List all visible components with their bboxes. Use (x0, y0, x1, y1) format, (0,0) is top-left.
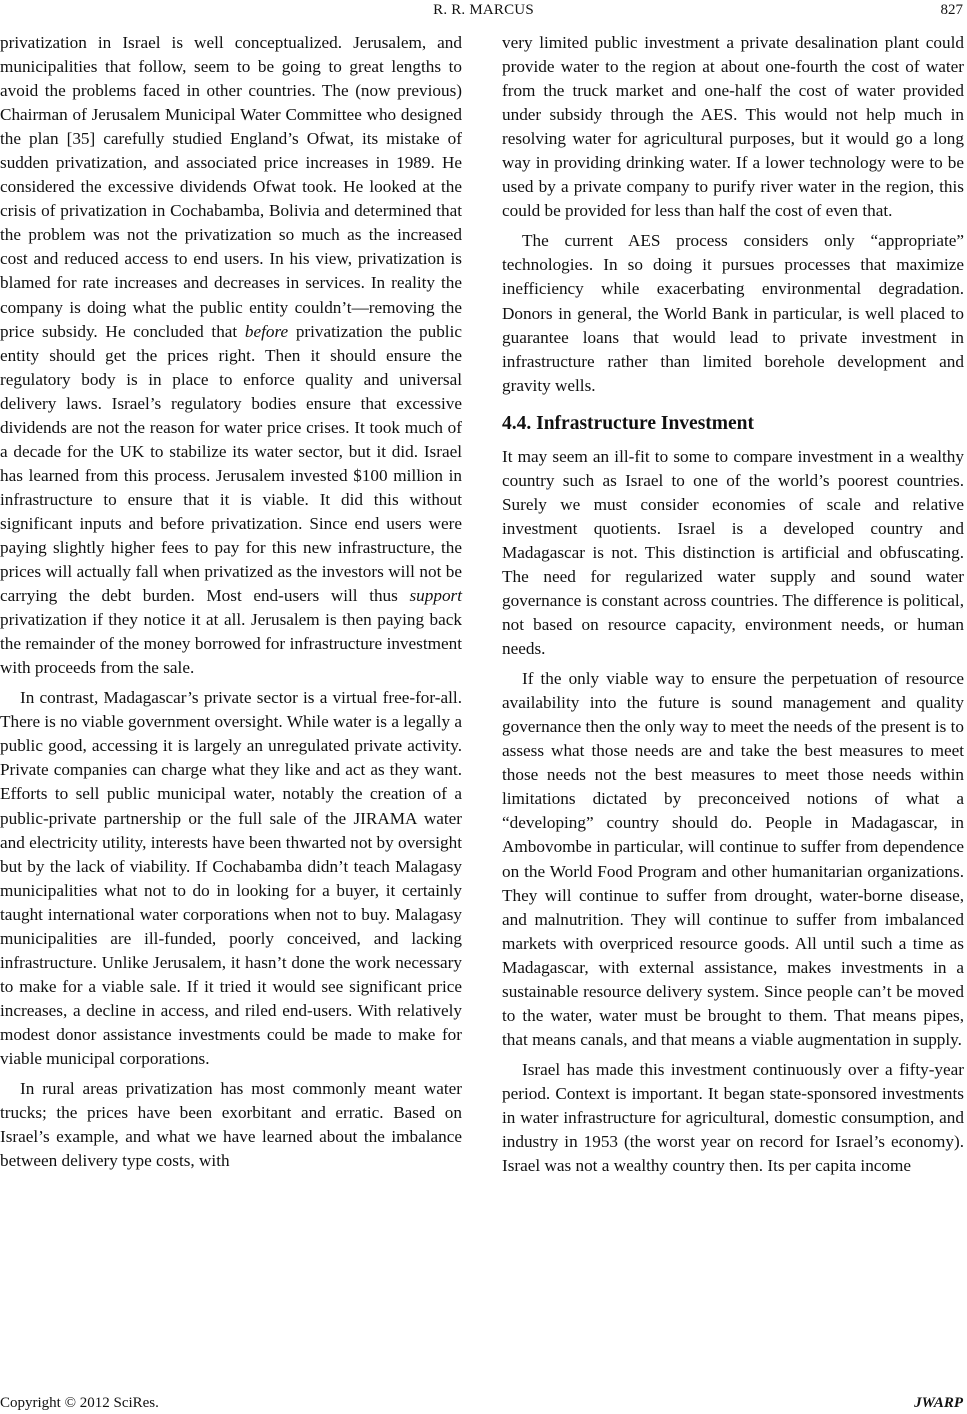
section-heading: 4.4. Infrastructure Investment (502, 412, 755, 434)
emphasis-before: before (244, 321, 289, 341)
text-segment: privatization in Israel is well conceptualized. Jerusalem, and municipalities that follow, seem to be going to great lengths to avoid the problems faced in other countries. The (now previous) Chairman of Jerusalem Municipal Water Committee who designed the plan [35] carefully studied England’s Ofwat, its mistake of sudden privatization, and associated price increases in 1989. He considered the excessive dividends Ofwat took. He looked at the crisis of privatization in Cochabamba, Bolivia and determined that the problem was not the privatization so much as the increased cost and reduced access to end users. In his view, privatization is blamed for rate increases and decreases in services. In reality the company is doing what the public entity couldn’t—removing the price subsidy. He concluded that (0, 33, 462, 341)
emphasis-support: support (409, 586, 462, 606)
text-segment: privatization if they notice it at all. Jerusalem is then paying back the remainder of the money borrowed for infrastructure investment with proceeds from the sale. (0, 610, 462, 678)
journal-name: JWARP (914, 1395, 963, 1411)
paragraph-desalination: very limited public investment a private desalination plant could provide water to the region at about one-fourth the cost of water from the truck market and one-half the cost of water provided under subsidy through the AES. This would not help much in resolving water for agricultural purposes, but it would go a long way in providing drinking water. If a lower technology were to be used by a private company to purify river water in the region, this could be provided for less than half the cost of even that. (502, 33, 964, 221)
copyright-notice: Copyright © 2012 SciRes. (0, 1395, 159, 1411)
paragraph-madagascar-private-sector (0, 686, 462, 1071)
text-segment: In contrast, Madagascar’s private sector is a virtual free-for-all. There is no viable government oversight. While water is a legally a public good, accessing it is largely an unregulated private activity. Private companies can charge what they like and act as they want. Efforts to sell public municipal water, notably the creation of a public-private partnership or the full sale of the JIRAMA water and electricity utility, interests have been thwarted not by oversight but by the lack of viability. If Cochabamba didn’t teach Malagasy municipalities what not to do in looking for a buyer, it certainly taught international water corporations when not to buy. Malagasy municipalities are ill-funded, poorly conceived, and lacking infrastructure. Unlike Jerusalem, it hasn’t done the work necessary to make for a viable sale. If it tried it would see significant price increases, a decline in access, and riled end-users. With relatively modest donor assistance investments could be made to make for viable municipal corporations. (0, 688, 462, 1068)
paragraph-sound-management: If the only viable way to ensure the perpetuation of resource availability into the future is sound management and quality governance then the only way to meet the needs of the present is to assess what those needs are and take the best measures to meet those needs not the best measures to meet those needs within limitations dictated by preconceived notions of what a “developing” country should do. People in Madagascar, in Ambovombe in particular, will continue to suffer from dependence on the World Food Program and other humanitarian organizations. They will continue to suffer from drought, water-borne disease, and malnutrition. They will continue to suffer from imbalanced markets with overpriced resource goods. All until such a time as Madagascar, with external assistance, makes investments in a sustainable resource delivery system. Since people can’t be moved to the water, water must be brought to them. That means pipes, that means canals, and that means a viable augmentation in supply. (502, 669, 964, 1049)
paragraph-rural-water-trucks (0, 1077, 462, 1173)
paragraph-israel-privatization (0, 31, 462, 680)
paragraph-comparison: It may seem an ill-fit to some to compare investment in a wealthy country such as Israel to one of the world’s poorest countries. Surely we must consider economies of scale and relative investment quotients. Israel is a developed country and Madagascar is not. This distinction is artificial and obfuscating. The need for regularized water supply and sound water governance is constant across countries. The difference is political, not based on resource capacity, environment needs, or human needs. (502, 446, 964, 659)
text-segment: privatization the public entity should get the prices right. Then it should ensure the regulatory body is in place to enforce quality and universal delivery laws. Israel’s regulatory bodies ensure that excessive dividends are not the reason for water price crises. It took much of a decade for the UK to stabilize its water sector, but it did. Israel has learned from this process. Jerusalem invested $100 million in infrastructure to ensure that it is viable. It did this without significant inputs and before privatization. Since end users were paying slightly higher fees to pay for this new infrastructure, the prices will actually fall when privatized as the investors will not be carrying the debt burden. Most end-users will thus (0, 321, 462, 606)
page-footer (0, 1394, 967, 1414)
page-number: 827 (940, 2, 963, 18)
running-head (0, 0, 967, 22)
paragraph-israel-investment: Israel has made this investment continuously over a fifty-year period. Context is important. It began state-sponsored investments in water infrastructure for agricultural, domestic consumption, and industry in 1953 (the worst year on record for Israel’s economy). Israel was not a wealthy country then. Its per capita income (502, 1059, 964, 1176)
paragraph-aes-process: The current AES process considers only “appropriate” technologies. In so doing it pursues processes that maximize inefficiency while exacerbating environmental degradation. Donors in general, the World Bank in particular, is well placed to guarantee loans that would lead to private investment in infrastructure rather than limited borehole development and gravity wells. (502, 231, 964, 395)
running-head-author: R. R. MARCUS (433, 2, 534, 18)
text-segment: In rural areas privatization has most commonly meant water trucks; the prices have been exorbitant and erratic. Based on Israel’s example, and what we have learned about the imbalance between delivery type costs, with (0, 1079, 462, 1171)
left-column (0, 31, 462, 1179)
right-column (502, 31, 964, 1184)
